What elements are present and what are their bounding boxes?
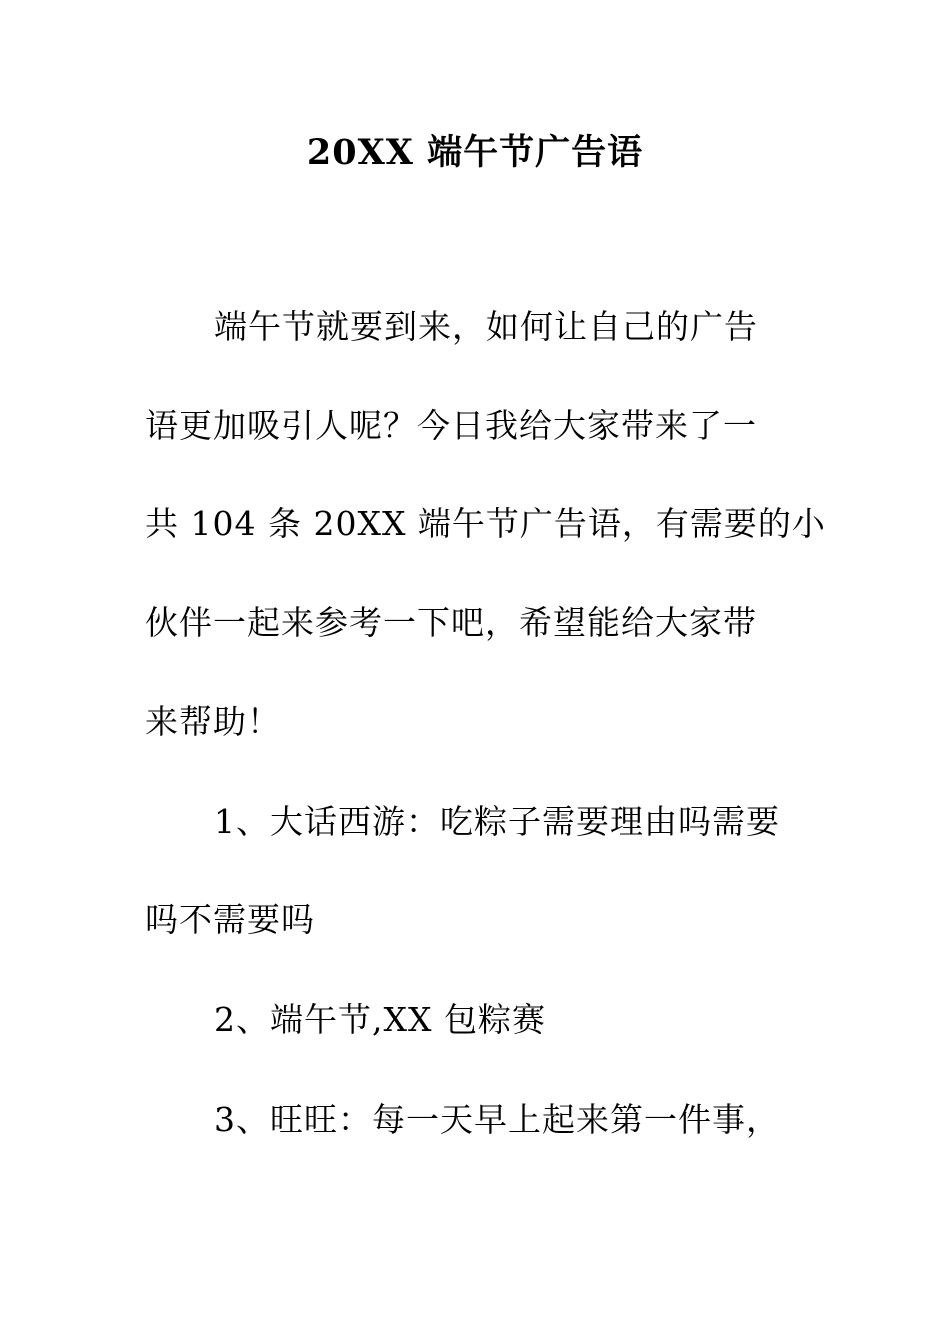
paragraph-line: 伙伴一起来参考一下吧，希望能给大家带 [145, 603, 757, 642]
list-item-line: 3、旺旺：每一天早上起来第一件事， [214, 1100, 780, 1139]
list-item-line: 1、大话西游：吃粽子需要理由吗需要 [214, 802, 780, 841]
list-item-line: 2、端午节,XX 包粽赛 [214, 1000, 546, 1039]
list-item-line: 吗不需要吗 [145, 900, 315, 939]
paragraph-line: 来帮助！ [145, 702, 281, 741]
document-title: 20XX 端午节广告语 [306, 132, 644, 173]
paragraph-line: 语更加吸引人呢？今日我给大家带来了一 [145, 406, 757, 445]
paragraph-line: 共 104 条 20XX 端午节广告语，有需要的小 [145, 504, 826, 543]
paragraph-line: 端午节就要到来，如何让自己的广告 [214, 307, 758, 346]
